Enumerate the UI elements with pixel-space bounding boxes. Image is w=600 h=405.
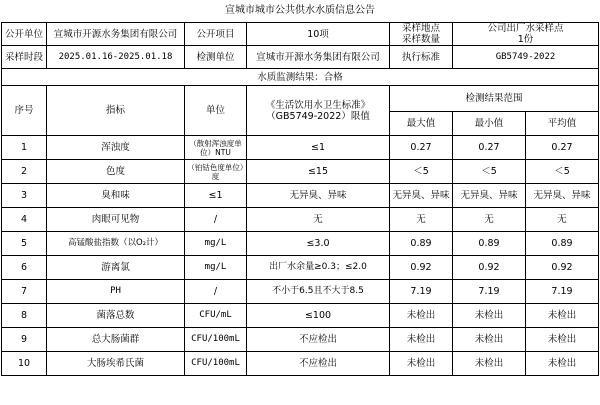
period-label: 采样时段 — [2, 46, 47, 69]
sample-location-label-line2: 采样数量 — [401, 34, 440, 45]
row-min: 未检出 — [453, 304, 526, 328]
row-max: 无 — [390, 208, 453, 232]
row-min: 未检出 — [453, 352, 526, 376]
page-title: 宣城市城市公共供水水质信息公告 — [225, 5, 375, 16]
test-unit-label: 检测单位 — [185, 46, 247, 69]
info-row-2 — [2, 46, 599, 69]
result-row — [2, 69, 599, 86]
row-indicator: 游离氯 — [47, 256, 185, 280]
row-avg: 未检出 — [526, 352, 599, 376]
table-row — [2, 232, 599, 256]
row-indicator: PH — [47, 280, 185, 304]
row-max: 0.92 — [390, 256, 453, 280]
table-row — [2, 256, 599, 280]
row-limit: 不小于6.5且不大于8.5 — [247, 280, 390, 304]
header-min: 最小值 — [453, 112, 526, 136]
row-max: 0.89 — [390, 232, 453, 256]
sample-location-value-line1: 公司出厂水采样点 — [487, 23, 564, 34]
row-no: 3 — [2, 184, 47, 208]
row-avg: 7.19 — [526, 280, 599, 304]
row-no: 1 — [2, 136, 47, 160]
row-avg: 未检出 — [526, 328, 599, 352]
row-min: 7.19 — [453, 280, 526, 304]
row-max: 未检出 — [390, 304, 453, 328]
header-no: 序号 — [2, 86, 47, 136]
period-value: 2025.01.16-2025.01.18 — [47, 46, 185, 69]
row-limit: 不应检出 — [247, 352, 390, 376]
standard-label: 执行标准 — [390, 46, 453, 69]
row-indicator: 高锰酸盐指数（以O₂计） — [47, 232, 185, 256]
row-unit: CFU/100mL — [185, 328, 247, 352]
row-no: 8 — [2, 304, 47, 328]
row-unit: （散射浑浊度单位）NTU — [185, 136, 247, 160]
table-row — [2, 160, 599, 184]
table-row — [2, 280, 599, 304]
table-row — [2, 208, 599, 232]
row-min: ＜5 — [453, 160, 526, 184]
row-unit: CFU/mL — [185, 304, 247, 328]
row-max: ＜5 — [390, 160, 453, 184]
header-limit — [247, 86, 390, 136]
row-unit: / — [185, 208, 247, 232]
row-no: 4 — [2, 208, 47, 232]
items-value: 10项 — [247, 23, 390, 46]
row-indicator: 肉眼可见物 — [47, 208, 185, 232]
row-no: 7 — [2, 280, 47, 304]
row-unit: （铂钴色度单位）度 — [185, 160, 247, 184]
row-indicator: 色度 — [47, 160, 185, 184]
row-avg: 无异臭、异味 — [526, 184, 599, 208]
sample-location-value — [453, 23, 599, 46]
row-unit: / — [185, 280, 247, 304]
row-unit: mg/L — [185, 256, 247, 280]
water-quality-table — [1, 22, 599, 376]
row-min: 无异臭、异味 — [453, 184, 526, 208]
standard-value: GB5749-2022 — [453, 46, 599, 69]
row-avg: 无 — [526, 208, 599, 232]
items-label: 公开项目 — [185, 23, 247, 46]
header-limit-line1: 《生活饮用水卫生标准》 — [265, 99, 371, 111]
row-no: 10 — [2, 352, 47, 376]
header-indicator: 指标 — [47, 86, 185, 136]
table-row — [2, 328, 599, 352]
row-min: 0.27 — [453, 136, 526, 160]
row-unit: ≤1 — [185, 184, 247, 208]
header-unit: 单位 — [185, 86, 247, 136]
row-max: 未检出 — [390, 328, 453, 352]
header-range: 检测结果范围 — [390, 86, 599, 112]
row-indicator: 菌落总数 — [47, 304, 185, 328]
row-no: 6 — [2, 256, 47, 280]
row-min: 0.92 — [453, 256, 526, 280]
row-limit: 无异臭、异味 — [247, 184, 390, 208]
row-unit: mg/L — [185, 232, 247, 256]
row-min: 未检出 — [453, 328, 526, 352]
test-unit-value: 宣城市开源水务集团有限公司 — [247, 46, 390, 69]
row-max: 未检出 — [390, 352, 453, 376]
row-min: 0.89 — [453, 232, 526, 256]
header-limit-line2: （GB5749-2022）限值 — [266, 110, 370, 122]
result-line: 水质监测结果：合格 — [2, 69, 599, 86]
row-avg: ＜5 — [526, 160, 599, 184]
row-max: 0.27 — [390, 136, 453, 160]
row-avg: 0.27 — [526, 136, 599, 160]
row-indicator: 臭和味 — [47, 184, 185, 208]
row-avg: 未检出 — [526, 304, 599, 328]
row-limit: 出厂水余量≥0.3；≤2.0 — [247, 256, 390, 280]
row-max: 7.19 — [390, 280, 453, 304]
row-no: 5 — [2, 232, 47, 256]
row-max: 无异臭、异味 — [390, 184, 453, 208]
publisher-value: 宣城市开源水务集团有限公司 — [47, 23, 185, 46]
row-min: 无 — [453, 208, 526, 232]
row-indicator: 总大肠菌群 — [47, 328, 185, 352]
table-row — [2, 352, 599, 376]
row-limit: ≤15 — [247, 160, 390, 184]
row-unit: CFU/100mL — [185, 352, 247, 376]
row-avg: 0.89 — [526, 232, 599, 256]
row-limit: 不应检出 — [247, 328, 390, 352]
row-indicator: 大肠埃希氏菌 — [47, 352, 185, 376]
sample-location-value-line2: 1份 — [517, 34, 534, 45]
info-row-1 — [2, 23, 599, 46]
row-no: 2 — [2, 160, 47, 184]
row-limit: ≤3.0 — [247, 232, 390, 256]
row-no: 9 — [2, 328, 47, 352]
sample-location-label-line1: 采样地点 — [401, 23, 440, 34]
header-row-1 — [2, 86, 599, 112]
table-row — [2, 184, 599, 208]
table-row — [2, 136, 599, 160]
row-limit: ≤1 — [247, 136, 390, 160]
header-max: 最大值 — [390, 112, 453, 136]
table-row — [2, 304, 599, 328]
row-indicator: 浑浊度 — [47, 136, 185, 160]
publisher-label: 公开单位 — [2, 23, 47, 46]
sample-location-label — [390, 23, 453, 46]
row-avg: 0.92 — [526, 256, 599, 280]
row-limit: 无 — [247, 208, 390, 232]
header-avg: 平均值 — [526, 112, 599, 136]
row-limit: ≤100 — [247, 304, 390, 328]
